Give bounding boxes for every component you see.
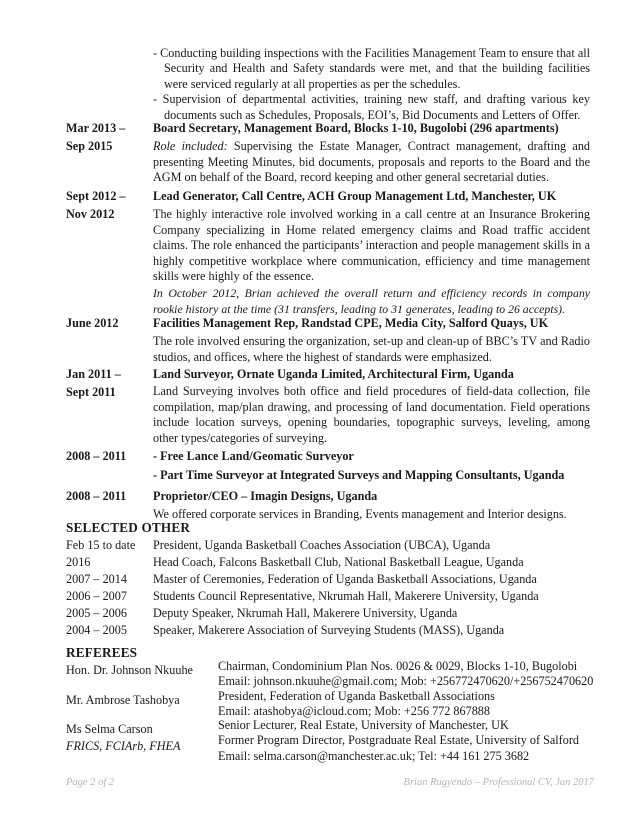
job-achievement: In October 2012, Brian achieved the overall return and efficiency records in company rookie history at the time (31 transfers, leading to 31 generates, leading to 26 accepts). [153,286,590,316]
job-title: Facilities Management Rep, Randstad CPE, Media City, Salford Quays, UK [153,316,549,330]
other-date: 2016 [66,555,91,569]
job-date: Mar 2013 – Sep 2015 [66,121,126,154]
other-date: 2004 – 2005 [66,623,127,637]
other-text: Speaker, Makerere Association of Surveying Students (MASS), Uganda [153,623,505,637]
other-date: 2005 – 2006 [66,606,127,620]
job-entry [153,121,590,186]
referee-name: Ms Selma Carson FRICS, FCIArb, FHEA [66,722,181,754]
other-text: President, Uganda Basketball Coaches Association (UBCA), Uganda [153,538,491,552]
referee-name: Hon. Dr. Johnson Nkuuhe [66,663,193,677]
job-date: June 2012 [66,316,119,330]
job-description: Role included: Supervising the Estate Manager, Contract management, drafting and presenting Meeting Minutes, bid documents, proposals and reports to the Board and the AGM on behalf of the Board, record keeping and other general secretarial duties. [153,139,591,185]
other-text: Head Coach, Falcons Basketball Club, National Basketball League, Uganda [153,555,524,569]
job-description: The role involved ensuring the organization, set-up and clean-up of BBC’s TV and Radio studios, and offices, where the highest of standards were emphasized. [153,334,590,364]
job-entry [153,316,590,365]
footer-title: Brian Rugyendo – Professional CV, Jan 2017 [403,777,594,788]
selected-other-heading: SELECTED OTHER [66,520,191,535]
job-date: 2008 – 2011 [66,489,127,503]
page-number: Page 2 of 2 [66,777,115,788]
bullet-item: - Conducting building inspections with the Facilities Management Team to ensure that all Security and Health and Safety standards were met, and that the building facilities were serviced regularly at all properties as per the schedules. [153,46,590,91]
job-title: Lead Generator, Call Centre, ACH Group Management Ltd, Manchester, UK [153,189,557,203]
job-description: We offered corporate services in Branding, Events management and Interior designs. [153,507,567,522]
referee-detail: Senior Lecturer, Real Estate, University of Manchester, UK Former Program Director, Postgraduate Real Estate, University of Salford Email: selma.carson@manchester.ac.uk; Tel: +44 161 275 3682 [218,718,579,763]
other-date: 2006 – 2007 [66,589,127,603]
job-title: Land Surveyor, Ornate Uganda Limited, Architectural Firm, Uganda [153,367,514,381]
job-title: - Part Time Surveyor at Integrated Surveys and Mapping Consultants, Uganda [153,468,565,483]
job-date: Jan 2011 – Sept 2011 [66,367,121,400]
job-description: Land Surveying involves both office and field procedures of field-data collection, file compilation, map/plan drawing, and processing of land documentation. Field operations include location surveys, opening boundaries, topographic surveys, leveling, among other types/categories of surveying. [153,384,590,445]
other-text: Deputy Speaker, Nkrumah Hall, Makerere University, Uganda [153,606,458,620]
job-date: 2008 – 2011 [66,449,127,463]
other-text: Students Council Representative, Nkrumah Hall, Makerere University, Uganda [153,589,539,603]
job-entry [153,189,590,317]
job-title: Board Secretary, Management Board, Blocks 1-10, Bugolobi (296 apartments) [153,121,559,135]
job-entry [153,489,590,523]
other-date: Feb 15 to date [66,538,136,552]
job-entry [153,449,590,484]
referee-detail: President, Federation of Uganda Basketball Associations Email: atashobya@icloud.com; Mob: +256 772 867888 [218,689,495,719]
other-text: Master of Ceremonies, Federation of Uganda Basketball Associations, Uganda [153,572,537,586]
bullet-item: - Supervision of departmental activities, training new staff, and drafting various key documents such as Schedules, Proposals, EOI’s, Bid Documents and Letters of Offer. [153,92,590,122]
continued-bullets [153,46,590,123]
job-title: - Free Lance Land/Geomatic Surveyor [153,449,354,463]
job-title: Proprietor/CEO – Imagin Designs, Uganda [153,489,378,503]
job-date: Sept 2012 – Nov 2012 [66,189,126,222]
referees-heading: REFEREES [66,645,138,660]
job-entry [153,367,590,446]
referee-name: Mr. Ambrose Tashobya [66,693,180,707]
referee-detail: Chairman, Condominium Plan Nos. 0026 & 0029, Blocks 1-10, Bugolobi Email: johnson.nkuuhe@gmail.com; Mob: +256772470620/+256752470620 [218,659,594,689]
job-description: The highly interactive role involved working in a call centre at an Insurance Brokering Company specializing in Home related emergency claims and Road traffic accident claims. The role enhanced the participants’ interaction and people management skills in a highly competitive workplace where communication, efficiency and time management skills were highly of the essence. [153,207,590,284]
other-date: 2007 – 2014 [66,572,127,586]
